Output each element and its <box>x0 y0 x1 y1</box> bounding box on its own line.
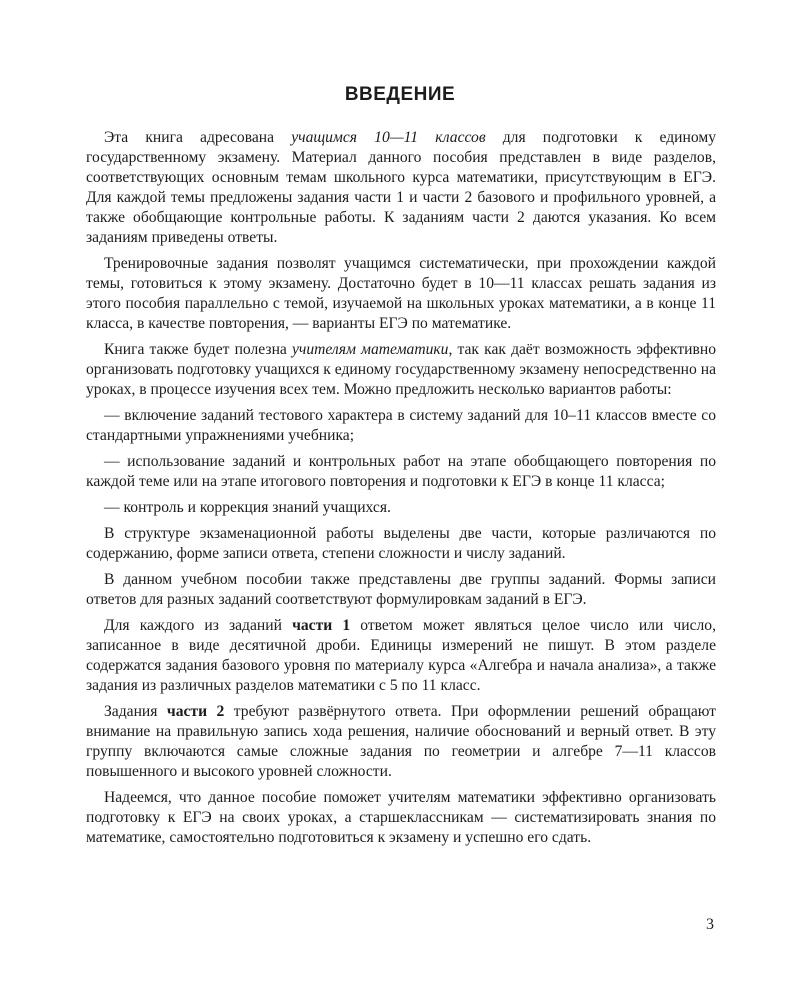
text-run: , так как даёт возможность эффективно организовать подготовку учащихся к единому государственному экзамену непосредственно на уроках, в процессе изучения всех тем. Можно предложить несколько вариантов работы: <box>86 341 717 398</box>
text-run: Эта книга адресована <box>104 129 292 146</box>
paragraph-intro <box>86 128 716 248</box>
text-run: требуют развёрнутого ответа. При оформлении решений обращают внимание на правильную запись хода решения, наличие обоснований и верный ответ. В эту группу включаются самые сложные задания по геометрии и алгебре 7—11 классов повышенного и высокого уровней сложности. <box>86 703 716 780</box>
list-item: — контроль и коррекция знаний учащихся. <box>104 499 391 516</box>
paragraph-structure: В структуре экзаменационной работы выделены две части, которые различаются по содержанию, форме записи ответа, степени сложности и числу заданий. <box>86 525 716 562</box>
paragraph-closing: Надеемся, что данное пособие поможет учителям математики эффективно организовать подготовку к ЕГЭ на своих уроках, а старшеклассникам — систематизировать знания по математике, самостоятельно подготовиться к экзамену и успешно его сдать. <box>86 789 716 846</box>
bold-part1: части 1 <box>292 617 351 634</box>
page-number: 3 <box>706 916 714 933</box>
document-body <box>86 128 716 854</box>
paragraph-part2 <box>86 702 716 782</box>
paragraph-teachers <box>86 340 716 400</box>
emphasis-teachers: учителям математики <box>291 341 449 358</box>
text-run: Книга также будет полезна <box>104 341 292 358</box>
list-item: — использование заданий и контрольных работ на этапе обобщающего повторения по каждой теме или на этапе итогового повторения и подготовки к ЕГЭ в конце 11 класса; <box>86 453 716 490</box>
paragraph-task-groups: В данном учебном пособии также представлены две группы заданий. Формы записи ответов для разных заданий соответствуют формулировкам заданий в ЕГЭ. <box>86 571 716 608</box>
text-run: Для каждого из заданий <box>104 617 293 634</box>
page-title: ВВЕДЕНИЕ <box>344 84 456 105</box>
emphasis-students: учащимся 10—11 классов <box>291 129 486 146</box>
text-run: ответом может являться целое число или число, записанное в виде десятичной дроби. Единицы измерений не пишут. В этом разделе содержатся задания базового уровня по материалу курса «Алгебра и начала анализа», а также задания из различных разделов математики с 5 по 11 класс. <box>86 617 717 694</box>
bold-part2: части 2 <box>166 703 225 720</box>
paragraph-part1 <box>86 616 716 696</box>
text-run: Задания <box>104 703 167 720</box>
paragraph-training: Тренировочные задания позволят учащимся систематически, при прохождении каждой темы, готовиться к этому экзамену. Достаточно будет в 10—11 классах решать задания из этого пособия параллельно с темой, изучаемой на школьных уроках математики, а в конце 11 класса, в качестве повторения, — варианты ЕГЭ по математике. <box>86 255 716 332</box>
text-run: для подготовки к единому государственному экзамену. Материал данного пособия представлен в виде разделов, соответствующих основным темам школьного курса математики, присутствующим в ЕГЭ. Для каждой темы предложены задания части 1 и части 2 базового и профильного уровней, а также обобщающие контрольные работы. К заданиям части 2 даются указания. Ко всем заданиям приведены ответы. <box>86 129 716 246</box>
list-item: — включение заданий тестового характера в систему заданий для 10–11 классов вместе со стандартными упражнениями учебника; <box>86 407 716 444</box>
